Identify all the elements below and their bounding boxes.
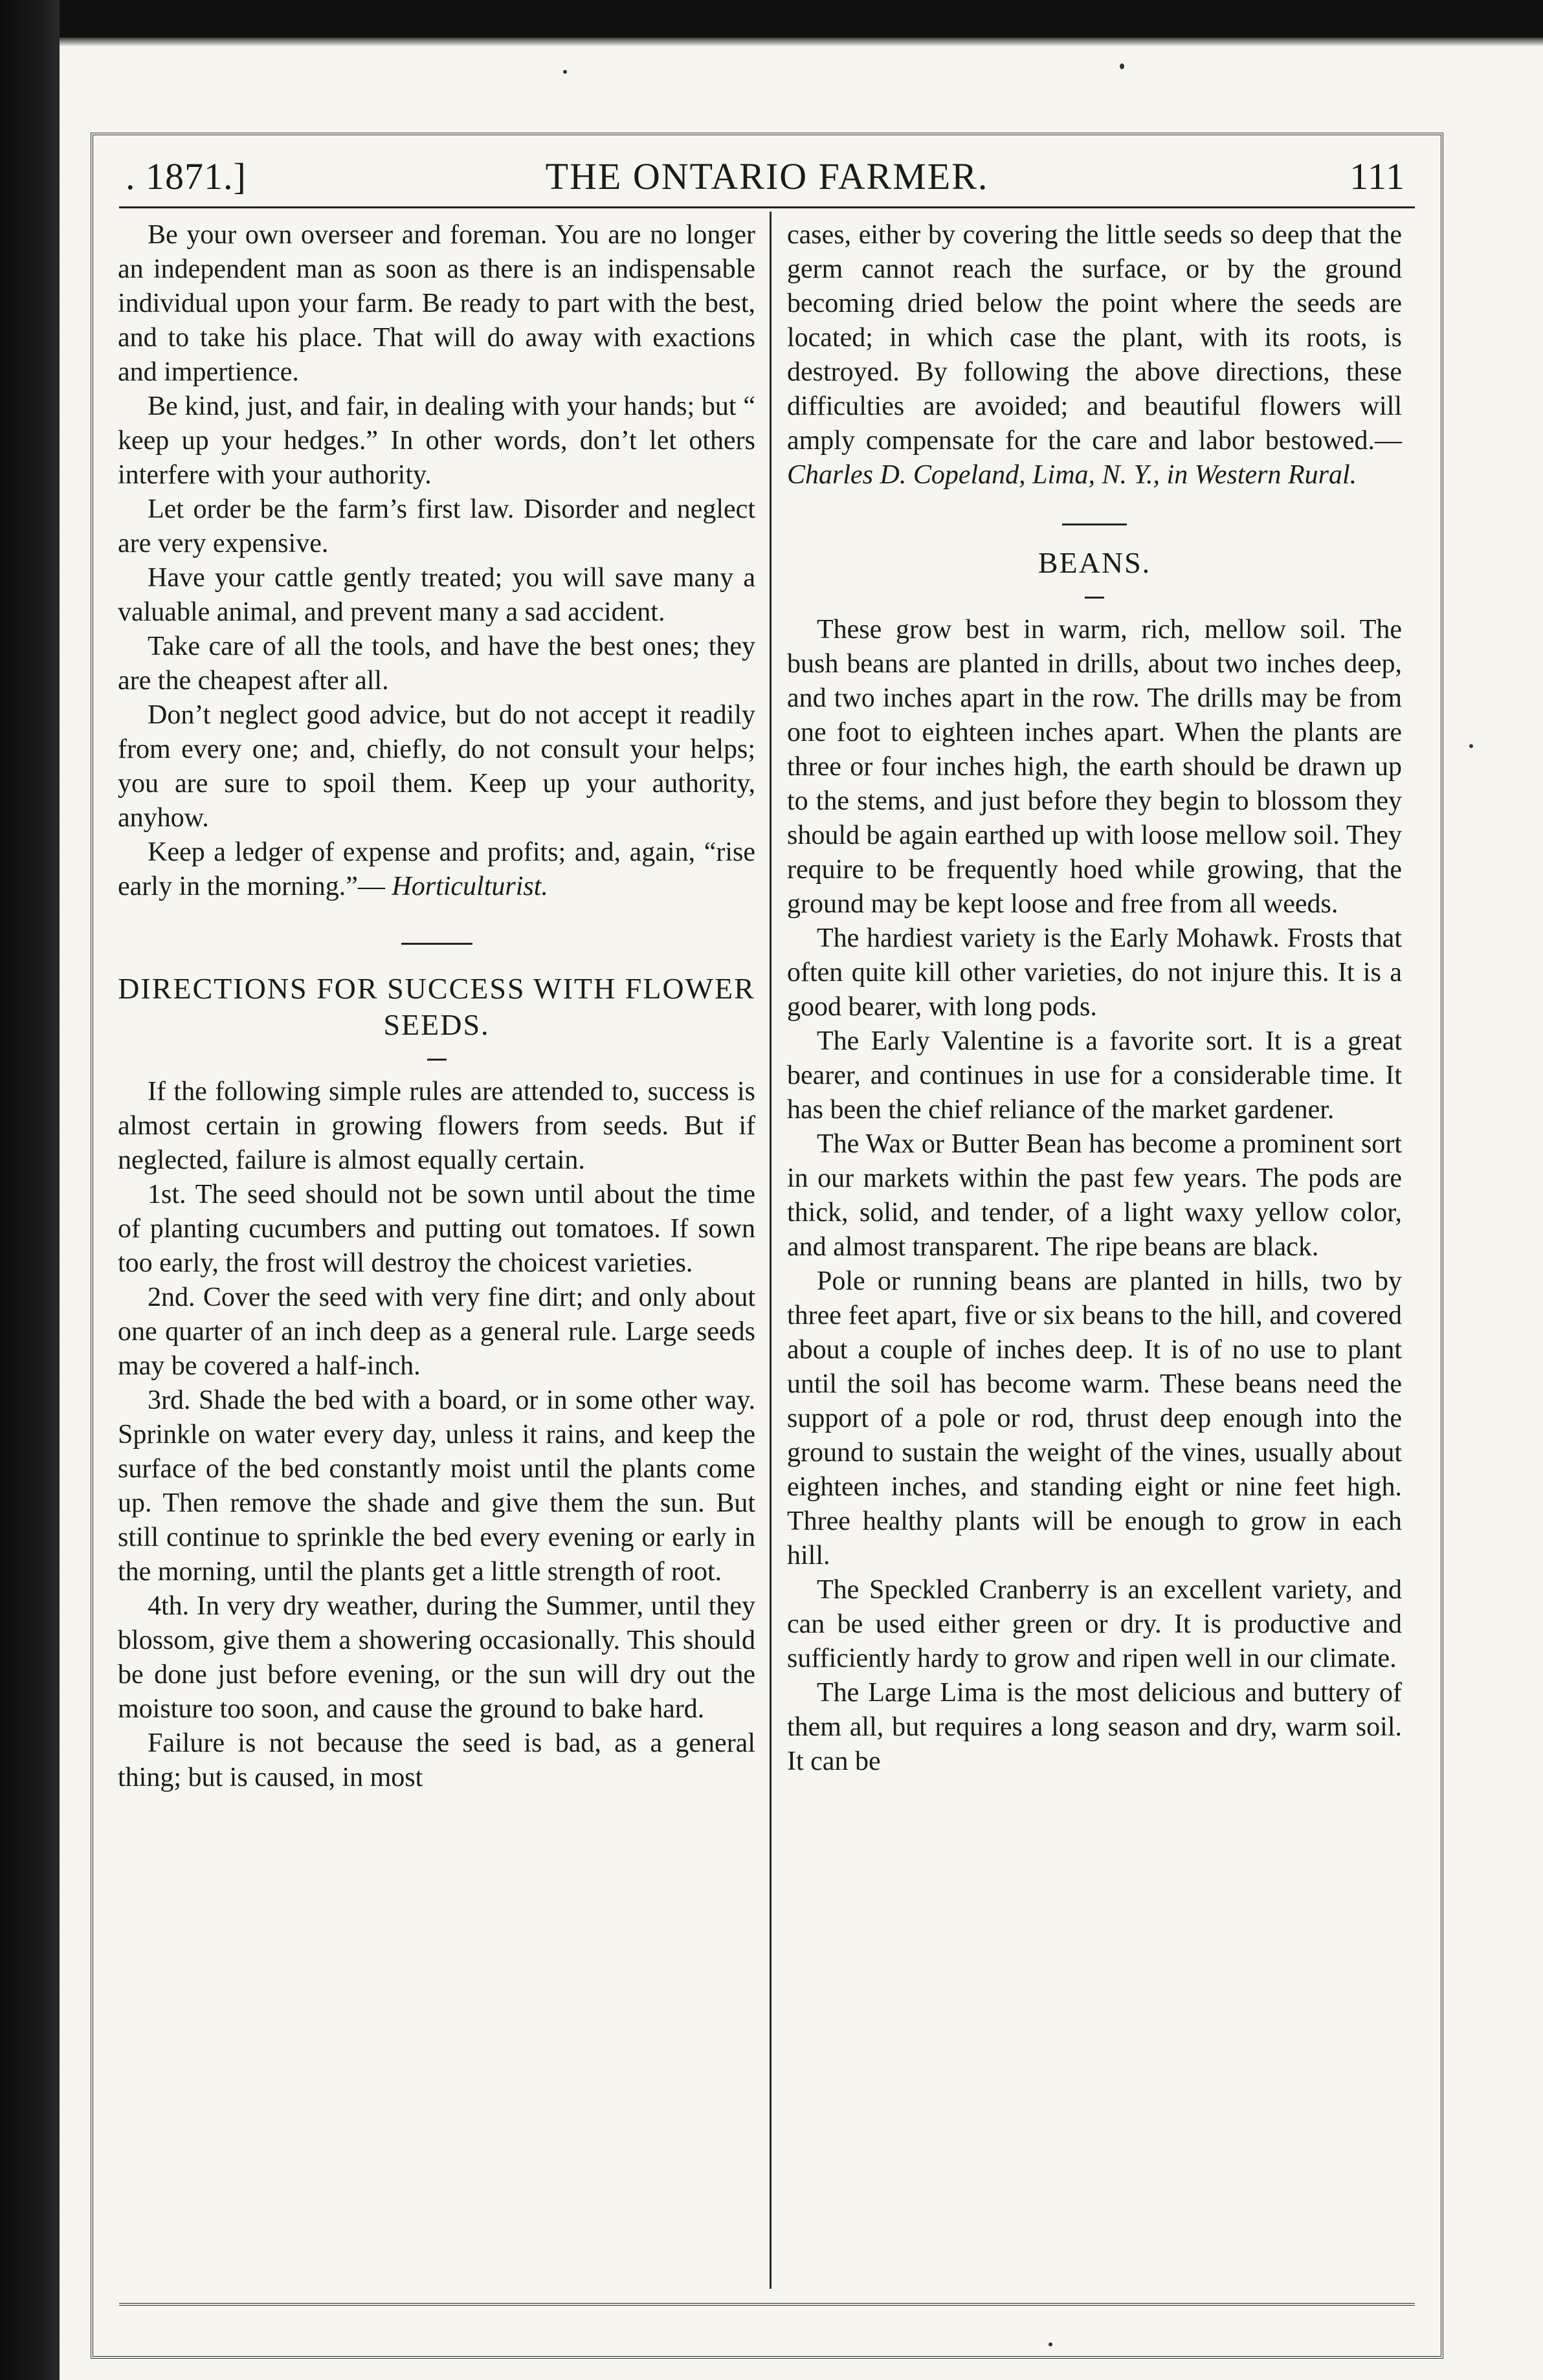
paragraph <box>787 218 1402 492</box>
header-rule <box>119 206 1415 208</box>
section-separator <box>401 943 472 945</box>
attribution: Charles D. Copeland, Lima, N. Y., in Western Rural. <box>787 460 1357 490</box>
running-header <box>93 155 1441 200</box>
scan-binding-edge <box>0 0 60 2380</box>
header-year: . 1871.] <box>126 155 247 197</box>
paragraph: Be kind, just, and fair, in dealing with your hands; but “ keep up your hedges.” In other words, don’t let others interfere with your authority. <box>118 391 755 490</box>
paragraph: Don’t neglect good advice, but do not accept it readily from every one; and, chiefly, do not consult your helps; you are sure to spoil them. Keep up your authority, anyhow. <box>118 700 755 833</box>
paragraph: Failure is not because the seed is bad, as a general thing; but is caused, in most <box>118 1728 755 1792</box>
paragraph: 2nd. Cover the seed with very fine dirt; and only about one quarter of an inch deep as a general rule. Large seeds may be covered a half-inch. <box>118 1283 755 1381</box>
paragraph: Let order be the farm’s first law. Disorder and neglect are very expensive. <box>118 494 755 558</box>
newspaper-page <box>91 133 1443 2359</box>
scan-speck <box>563 70 567 74</box>
page-number: 111 <box>1349 155 1405 197</box>
paragraph: The Large Lima is the most delicious and buttery of them all, but requires a long season and dry, warm soil. It can be <box>787 1678 1402 1776</box>
paragraph <box>118 835 755 904</box>
section-separator <box>1062 523 1127 525</box>
paragraph: 4th. In very dry weather, during the Summer, until they blossom, give them a showering occasionally. This should be done just before evening, or the sun will dry out the moisture too soon, and cause the ground to bake hard. <box>118 1591 755 1724</box>
right-column <box>787 218 1402 1779</box>
paragraph: The Wax or Butter Bean has become a prominent sort in our markets within the past few years. The pods are thick, solid, and tender, of a light waxy yellow color, and almost transparent. The ripe beans are black. <box>787 1129 1402 1262</box>
paragraph: Be your own overseer and foreman. You are no longer an independent man as soon as there is an indispensable individual upon your farm. Be ready to part with the best, and to take his place. That will do away with exactions and impertience. <box>118 220 755 387</box>
paragraph: The Early Valentine is a favorite sort. It is a great bearer, and continues in use for a considerable time. It has been the chief reliance of the market gardener. <box>787 1026 1402 1125</box>
scan-speck <box>1120 63 1124 69</box>
paragraph: Pole or running beans are planted in hills, two by three feet apart, five or six beans to the hill, and covered about a couple of inches deep. It is of no use to plant until the soil has become warm. These beans need the support of a pole or rod, thrust deep enough into the ground to sustain the weight of the vines, usually about eighteen inches, and standing eight or nine feet high. Three healthy plants will be enough to grow in each hill. <box>787 1266 1402 1570</box>
scan-speck <box>1469 744 1473 748</box>
closing-text: Keep a ledger of expense and profits; and, again, “rise early in the morning.”— <box>118 837 755 901</box>
left-column <box>118 218 755 1795</box>
paragraph: These grow best in warm, rich, mellow soil. The bush beans are planted in drills, about two inches deep, and two inches apart in the row. The drills may be from one foot to eighteen inches apart. When the plants are three or four inches high, the earth should be drawn up to the stems, and just before they begin to blossom they should be again earthed up with loose mellow soil. They require to be frequently hoed while growing, that the ground may be kept loose and free from all weeds. <box>787 615 1402 919</box>
paragraph: 1st. The seed should not be sown until about the time of planting cucumbers and putting out tomatoes. If sown too early, the frost will destroy the choicest varieties. <box>118 1180 755 1278</box>
section-heading-beans: BEANS. <box>1038 546 1151 579</box>
paragraph: If the following simple rules are attended to, success is almost certain in growing flowers from seeds. But if neglected, failure is almost equally certain. <box>118 1077 755 1175</box>
continuation-text: cases, either by covering the little seeds so deep that the germ cannot reach the surface, or by the ground becoming dried below the point where the seeds are located; in which case the plant, with its roots, is destroyed. By following the above directions, these difficulties are avoided; and beautiful flowers will amply compensate for the care and labor bestowed.— <box>787 220 1402 456</box>
paragraph: Take care of all the tools, and have the best ones; they are the cheapest after all. <box>118 632 755 696</box>
closing-source: Horticulturist. <box>392 872 548 901</box>
scan-speck <box>1049 2342 1052 2346</box>
paragraph: The Speckled Cranberry is an excellent variety, and can be used either green or dry. It is productive and sufficiently hardy to grow and ripen well in our climate. <box>787 1575 1402 1673</box>
header-title: THE ONTARIO FARMER. <box>545 155 989 197</box>
paragraph: The hardiest variety is the Early Mohawk. Frosts that often quite kill other varieties, do not injure this. It is a good bearer, with long pods. <box>787 923 1402 1022</box>
heading-dash <box>1085 597 1104 599</box>
footer-rule <box>119 2303 1415 2306</box>
paragraph: Have your cattle gently treated; you will save many a valuable animal, and prevent many a sad accident. <box>118 563 755 627</box>
heading-dash <box>427 1059 447 1061</box>
scan-top-edge <box>0 0 1543 38</box>
paragraph: 3rd. Shade the bed with a board, or in some other way. Sprinkle on water every day, unless it rains, and keep the surface of the bed constantly moist until the plants come up. Then remove the shade and give them the sun. But still continue to sprinkle the bed every evening or early in the morning, until the plants get a little strength of root. <box>118 1385 755 1587</box>
section-heading-flower-seeds: DIRECTIONS FOR SUCCESS WITH FLOWER SEEDS. <box>118 972 755 1041</box>
column-divider <box>770 212 771 2289</box>
